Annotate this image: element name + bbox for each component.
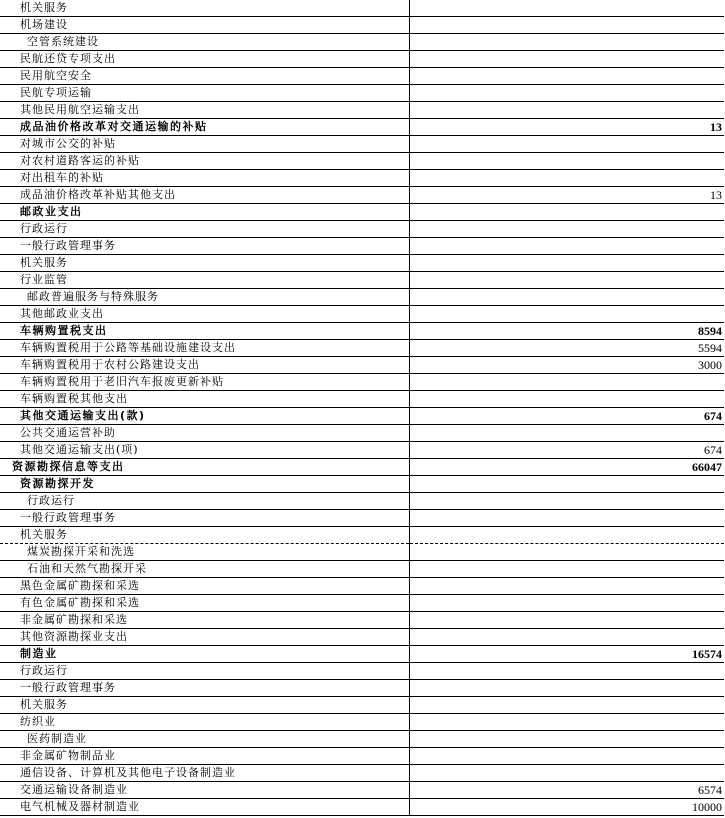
table-row [0,544,724,561]
row-label: 一般行政管理事务 [0,680,410,697]
row-amount [410,493,724,510]
row-label: 邮政业支出 [0,204,410,221]
row-label: 其他交通运输支出(项) [0,442,410,459]
table-row [0,425,724,442]
table-row [0,612,724,629]
row-amount: 16574 [410,646,724,663]
row-amount [410,544,724,561]
row-amount [410,612,724,629]
table-row [0,289,724,306]
table-row [0,340,724,357]
table-row [0,595,724,612]
row-amount [410,476,724,493]
row-label: 机场建设 [0,17,410,34]
table-row [0,374,724,391]
row-amount [410,731,724,748]
row-amount [410,170,724,187]
table-row [0,476,724,493]
row-amount: 10000 [410,799,724,816]
row-amount: 5594 [410,340,724,357]
row-label: 机关服务 [0,255,410,272]
row-label: 机关服务 [0,0,410,17]
row-label: 车辆购置税用于农村公路建设支出 [0,357,410,374]
table-row [0,323,724,340]
row-amount [410,561,724,578]
row-label: 车辆购置税用于老旧汽车报废更新补贴 [0,374,410,391]
row-label: 成品油价格改革补贴其他支出 [0,187,410,204]
table-row [0,68,724,85]
row-label: 机关服务 [0,527,410,544]
row-label: 对农村道路客运的补贴 [0,153,410,170]
row-amount [410,0,724,17]
row-amount: 6574 [410,782,724,799]
table-row [0,697,724,714]
row-amount [410,527,724,544]
row-label: 其他邮政业支出 [0,306,410,323]
table-row [0,646,724,663]
row-label: 对城市公交的补贴 [0,136,410,153]
table-row [0,238,724,255]
row-label: 资源勘探开发 [0,476,410,493]
row-amount [410,595,724,612]
table-row [0,527,724,544]
table-row [0,731,724,748]
row-label: 机关服务 [0,697,410,714]
table-row [0,765,724,782]
row-amount [410,289,724,306]
row-amount: 674 [410,442,724,459]
row-label: 成品油价格改革对交通运输的补贴 [0,119,410,136]
table-row [0,187,724,204]
row-label: 行政运行 [0,493,410,510]
table-row [0,629,724,646]
row-label: 行业监管 [0,272,410,289]
row-amount: 8594 [410,323,724,340]
row-label: 空管系统建设 [0,34,410,51]
table-row [0,748,724,765]
row-amount [410,238,724,255]
row-amount [410,629,724,646]
row-label: 对出租车的补贴 [0,170,410,187]
table-row [0,663,724,680]
row-label: 公共交通运营补助 [0,425,410,442]
row-label: 一般行政管理事务 [0,238,410,255]
row-amount [410,34,724,51]
row-label: 其他民用航空运输支出 [0,102,410,119]
row-amount [410,391,724,408]
row-label: 黑色金属矿勘探和采选 [0,578,410,595]
row-label: 车辆购置税用于公路等基础设施建设支出 [0,340,410,357]
row-label: 煤炭勘探开采和洗选 [0,544,410,561]
row-amount [410,680,724,697]
row-amount [410,204,724,221]
table-row [0,714,724,731]
row-label: 医药制造业 [0,731,410,748]
row-amount [410,306,724,323]
table-row [0,221,724,238]
table-row [0,119,724,136]
table-row [0,85,724,102]
row-label: 一般行政管理事务 [0,510,410,527]
table-row [0,493,724,510]
row-amount [410,136,724,153]
row-amount: 13 [410,187,724,204]
row-amount: 13 [410,119,724,136]
row-label: 邮政普遍服务与特殊服务 [0,289,410,306]
row-amount [410,578,724,595]
table-row [0,306,724,323]
table-row [0,510,724,527]
table-row [0,204,724,221]
row-amount [410,697,724,714]
table-row [0,0,724,17]
row-label: 有色金属矿勘探和采选 [0,595,410,612]
row-amount [410,510,724,527]
row-label: 行政运行 [0,663,410,680]
table-row [0,34,724,51]
row-amount [410,748,724,765]
row-label: 资源勘探信息等支出 [0,459,410,476]
row-label: 非金属矿勘探和采选 [0,612,410,629]
table-row [0,102,724,119]
row-amount [410,663,724,680]
table-row [0,17,724,34]
row-amount [410,17,724,34]
row-amount [410,102,724,119]
row-amount [410,68,724,85]
row-amount [410,221,724,238]
table-row [0,782,724,799]
table-row [0,51,724,68]
row-label: 制造业 [0,646,410,663]
table-row [0,357,724,374]
table-row [0,578,724,595]
row-label: 非金属矿物制品业 [0,748,410,765]
row-amount [410,272,724,289]
table-row [0,459,724,476]
row-label: 石油和天然气勘探开采 [0,561,410,578]
table-row [0,561,724,578]
table-row [0,391,724,408]
table-row [0,272,724,289]
row-label: 纺织业 [0,714,410,731]
table-row [0,680,724,697]
row-amount: 674 [410,408,724,425]
row-label: 民用航空安全 [0,68,410,85]
row-label: 通信设备、计算机及其他电子设备制造业 [0,765,410,782]
row-label: 交通运输设备制造业 [0,782,410,799]
table-row [0,255,724,272]
row-label: 民航专项运输 [0,85,410,102]
table-row [0,170,724,187]
table-row [0,153,724,170]
table-row [0,799,724,816]
row-amount [410,85,724,102]
row-label: 行政运行 [0,221,410,238]
row-amount [410,153,724,170]
row-amount [410,255,724,272]
row-amount [410,765,724,782]
row-label: 其他交通运输支出(款) [0,408,410,425]
row-label: 其他资源勘探业支出 [0,629,410,646]
table-row [0,408,724,425]
table-row [0,136,724,153]
row-label: 电气机械及器材制造业 [0,799,410,816]
row-label: 民航还贷专项支出 [0,51,410,68]
row-amount [410,425,724,442]
row-label: 车辆购置税支出 [0,323,410,340]
row-amount [410,51,724,68]
row-amount [410,374,724,391]
row-amount: 66047 [410,459,724,476]
row-amount [410,714,724,731]
row-amount: 3000 [410,357,724,374]
table-row [0,442,724,459]
row-label: 车辆购置税其他支出 [0,391,410,408]
